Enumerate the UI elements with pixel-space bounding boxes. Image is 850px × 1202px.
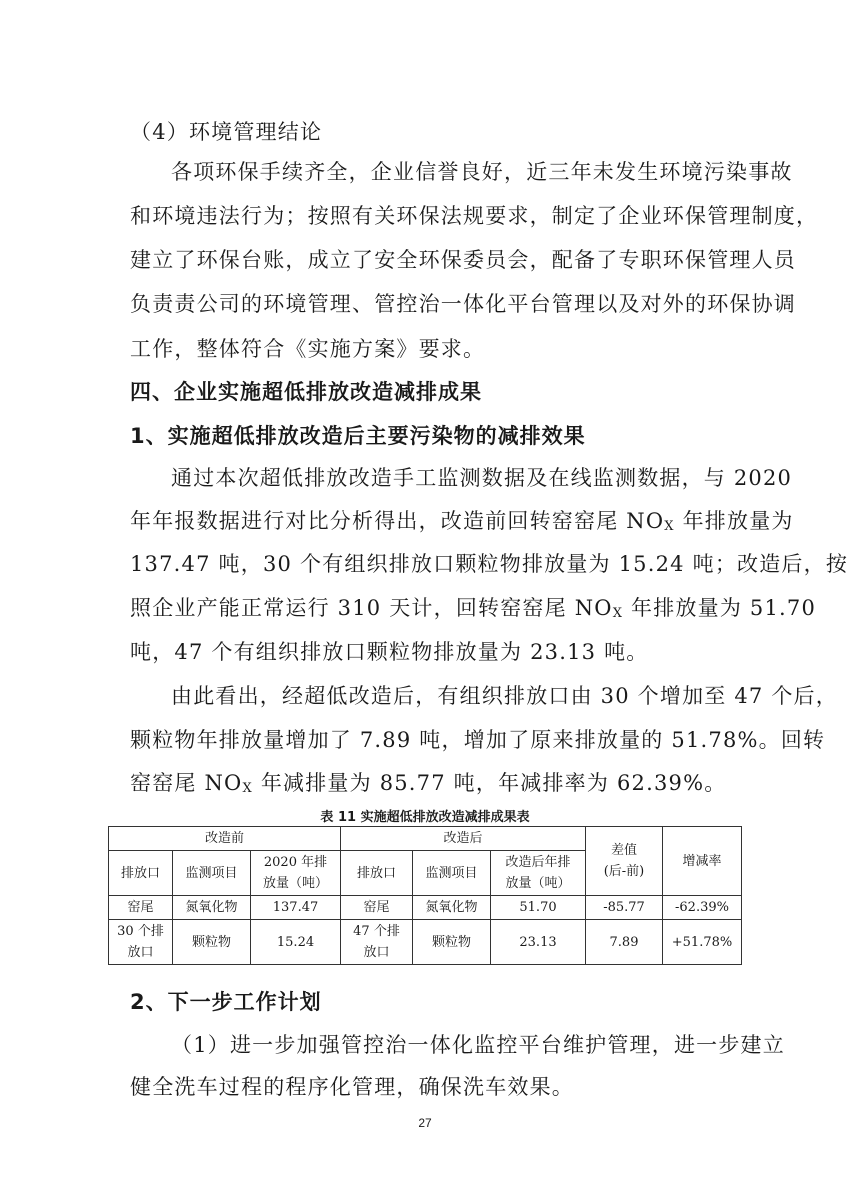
diff-header-line: (后-前) bbox=[603, 864, 645, 879]
amount-cell: 15.24 bbox=[251, 920, 341, 965]
text-span: 年排放量为 51.70 bbox=[623, 596, 817, 620]
outlet-cell bbox=[109, 920, 173, 965]
diff-header bbox=[586, 827, 663, 896]
diff-cell: 7.89 bbox=[586, 920, 663, 965]
paragraph-line: 工作，整体符合《实施方案》要求。 bbox=[130, 337, 486, 361]
table-row bbox=[109, 896, 742, 920]
cell-line: 放口 bbox=[127, 945, 154, 960]
amount-cell: 137.47 bbox=[251, 896, 341, 920]
text-span: 年年报数据进行对比分析得出，改造前回转窑窑尾 NO bbox=[130, 509, 665, 533]
subsection-heading: 2、下一步工作计划 bbox=[130, 990, 322, 1014]
group-after-header: 改造后 bbox=[341, 827, 586, 851]
group-before-header: 改造前 bbox=[109, 827, 341, 851]
header-line: 2020 年排 bbox=[263, 855, 328, 870]
paragraph-line: （1）进一步加强管控治一体化监控平台维护管理，进一步建立 bbox=[171, 1033, 785, 1057]
table-group-header-row bbox=[109, 827, 742, 851]
paragraph-line bbox=[130, 505, 794, 535]
text-span: 年减排量为 85.77 吨，年减排率为 62.39%。 bbox=[252, 771, 727, 795]
paragraph-line: 吨，47 个有组织排放口颗粒物排放量为 23.13 吨。 bbox=[130, 640, 649, 664]
header-line: 改造后年排 bbox=[505, 855, 571, 870]
subscript: X bbox=[242, 781, 253, 796]
cell-line: 47 个排 bbox=[353, 924, 400, 939]
item-header: 监测项目 bbox=[173, 851, 251, 896]
subscript: X bbox=[664, 519, 675, 534]
text-span: 照企业产能正常运行 310 天计，回转窑窑尾 NO bbox=[130, 596, 613, 620]
amount-cell: 23.13 bbox=[491, 920, 586, 965]
subscript: X bbox=[612, 606, 624, 621]
outlet-header: 排放口 bbox=[109, 851, 173, 896]
text-span: 年排放量为 bbox=[674, 509, 794, 533]
before-amount-header bbox=[251, 851, 341, 896]
item-cell: 氮氧化物 bbox=[413, 896, 491, 920]
header-line: 放量（吨） bbox=[505, 876, 571, 891]
outlet-cell bbox=[341, 920, 413, 965]
diff-header-line: 差值 bbox=[610, 843, 637, 858]
rate-cell: +51.78% bbox=[663, 920, 742, 965]
paragraph-line: 颗粒物年排放量增加了 7.89 吨，增加了原来排放量的 51.78%。回转 bbox=[130, 728, 826, 752]
chapter-title: 四、企业实施超低排放改造减排成果 bbox=[130, 380, 482, 404]
outlet-header: 排放口 bbox=[341, 851, 413, 896]
rate-cell: -62.39% bbox=[663, 896, 742, 920]
header-line: 放量（吨） bbox=[262, 876, 328, 891]
paragraph-line: 和环境违法行为；按照有关环保法规要求，制定了企业环保管理制度， bbox=[130, 204, 819, 228]
after-amount-header bbox=[491, 851, 586, 896]
section-heading: （4）环境管理结论 bbox=[130, 120, 323, 144]
paragraph-line: 由此看出，经超低改造后，有组织排放口由 30 个增加至 47 个后， bbox=[171, 684, 838, 708]
item-header: 监测项目 bbox=[413, 851, 491, 896]
table-row bbox=[109, 920, 742, 965]
subsection-heading: 1、实施超低排放改造后主要污染物的减排效果 bbox=[130, 424, 586, 448]
paragraph-line: 负责责公司的环境管理、管控治一体化平台管理以及对外的环保协调 bbox=[130, 292, 796, 316]
outlet-cell: 窑尾 bbox=[341, 896, 413, 920]
cell-line: 放口 bbox=[363, 945, 390, 960]
emission-reduction-table bbox=[108, 826, 742, 965]
paragraph-line: 建立了环保台账，成立了安全环保委员会，配备了专职环保管理人员 bbox=[130, 248, 796, 272]
text-span: 窑窑尾 NO bbox=[130, 771, 243, 795]
paragraph-line: 健全洗车过程的程序化管理，确保洗车效果。 bbox=[130, 1075, 574, 1099]
paragraph-line: 137.47 吨，30 个有组织排放口颗粒物排放量为 15.24 吨；改造后，按 bbox=[130, 552, 849, 576]
paragraph-line bbox=[130, 767, 726, 797]
paragraph-line: 通过本次超低排放改造手工监测数据及在线监测数据，与 2020 bbox=[171, 466, 793, 490]
outlet-cell: 窑尾 bbox=[109, 896, 173, 920]
cell-line: 30 个排 bbox=[117, 924, 164, 939]
diff-cell: -85.77 bbox=[586, 896, 663, 920]
rate-header: 增减率 bbox=[663, 827, 742, 896]
table-caption: 表 11 实施超低排放改造减排成果表 bbox=[320, 810, 530, 825]
amount-cell: 51.70 bbox=[491, 896, 586, 920]
item-cell: 氮氧化物 bbox=[173, 896, 251, 920]
paragraph-line bbox=[130, 592, 816, 622]
paragraph-line: 各项环保手续齐全，企业信誉良好，近三年未发生环境污染事故 bbox=[171, 160, 793, 184]
page-number: 27 bbox=[418, 1116, 432, 1130]
item-cell: 颗粒物 bbox=[173, 920, 251, 965]
item-cell: 颗粒物 bbox=[413, 920, 491, 965]
